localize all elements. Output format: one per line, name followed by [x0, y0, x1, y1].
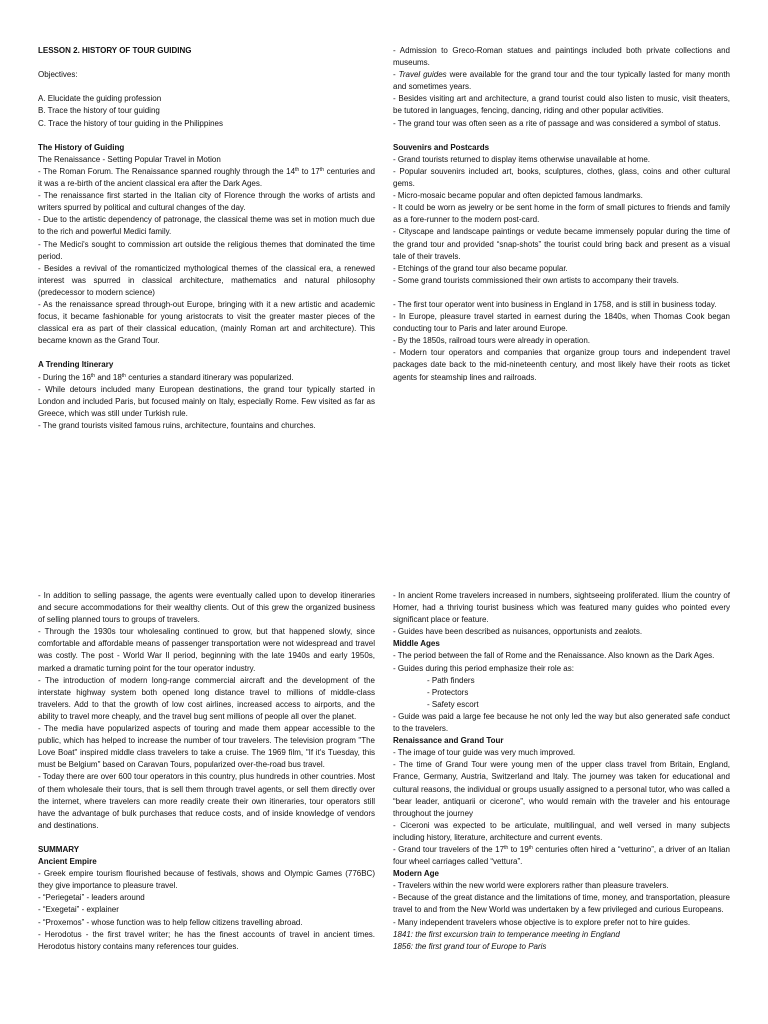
paragraph: - Admission to Greco-Roman statues and paintings included both private collections and museums.: [393, 46, 730, 68]
section-heading: Renaissance and Grand Tour: [393, 736, 504, 746]
column-3: [38, 590, 375, 953]
paragraph: - By the 1850s, railroad tours were already in operation.: [393, 336, 590, 346]
paragraph: [393, 844, 730, 868]
spacer: [38, 57, 375, 69]
paragraph: - Some grand tourists commissioned their own artists to accompany their travels.: [393, 275, 679, 285]
paragraph: - “Proxemos” - whose function was to help fellow citizens travelling abroad.: [38, 917, 303, 927]
superscript: th: [295, 166, 300, 173]
paragraph: - “Exegetai” - explainer: [38, 905, 119, 915]
paragraph: - The first tour operator went into business in England in 1758, and is still in business today.: [393, 299, 717, 309]
paragraph: - In addition to selling passage, the agents were eventually called upon to develop itineraries and secure accommodations for their wealthy clients. Out of this grew the organized business of selling planned tours to groups of travelers.: [38, 591, 375, 625]
section-subtitle: The Renaissance - Setting Popular Travel in Motion: [38, 154, 221, 164]
paragraph: - Guides have been described as nuisances, opportunists and zealots.: [393, 627, 643, 637]
spacer: [38, 130, 375, 142]
text-run: were available for the grand tour and the tour typically lasted for many month and sometimes years.: [393, 70, 730, 92]
superscript: th: [90, 372, 96, 379]
paragraph: - The grand tour was often seen as a rite of passage and was considered a symbol of status.: [393, 118, 721, 128]
section-heading: SUMMARY: [38, 844, 80, 854]
section-heading: Middle Ages: [393, 639, 440, 649]
paragraph: - Through the 1930s tour wholesaling continued to grow, but that happened slowly, since comfortable and affordable means of passenger transportation were not widespread and travel was costly. The post - World War II period, beginning with the late 1940s and early 1950s, marked a dramatic turning point for the tour operator industry.: [38, 627, 375, 673]
paragraph: - Micro-mosaic became popular and often depicted famous landmarks.: [393, 191, 643, 201]
text-run: and 18: [95, 372, 122, 382]
paragraph: - Greek empire tourism flourished because of festivals, shows and Olympic Games (776BC) they give importance to pleasure travel.: [38, 869, 375, 891]
paragraph: - Ciceroni was expected to be articulate, multilingual, and well versed in many subjects including history, literature, architecture and current events.: [393, 820, 730, 842]
superscript: th: [504, 844, 509, 851]
paragraph: - It could be worn as jewelry or be sent home in the form of small pictures to friends and family as a fore-runner to the modern post-card.: [393, 203, 730, 225]
superscript: th: [528, 844, 533, 851]
superscript: th: [319, 166, 325, 173]
paragraph: - Cityscape and landscape paintings or vedute became immensely popular during the time of the grand tour and provided “snap-shots” the tourist could bring back and present as a visual tale of their travels.: [393, 227, 730, 261]
italic-term: Travel guides: [398, 70, 447, 80]
text-run: to 19: [508, 844, 529, 854]
paragraph: - Guides during this period emphasize their role as:: [393, 663, 574, 673]
objective-item: A. Elucidate the guiding profession: [38, 94, 162, 104]
paragraph: - The Medici's sought to commission art outside the religious themes that dominated the time period.: [38, 239, 375, 261]
paragraph: [38, 166, 375, 190]
paragraph: - The image of tour guide was very much improved.: [393, 748, 576, 758]
paragraph: - Besides visiting art and architecture, a grand tourist could also listen to music, visit theaters, be tutored in languages, fencing, dancing, riding and other popular activities.: [393, 94, 730, 116]
text-run: - During the 16: [38, 372, 91, 382]
paragraph: - Today there are over 600 tour operators in this country, plus hundreds in other countries. Most of them wholesale their tours, that is sell them through travel agents, or sell them directly over the internet, where travelers can more readily create their own itineraries, tour operators still have the advantage of bulk purchases that reduce costs, and of inside knowledge of vendors and destinations.: [38, 772, 375, 830]
paragraph: - Grand tourists returned to display items otherwise unavailable at home.: [393, 154, 651, 164]
timeline-entry: 1841: the first excursion train to temperance meeting in England: [393, 929, 620, 939]
paragraph: [393, 69, 730, 93]
list-item: - Path finders: [427, 675, 475, 685]
paragraph: - The introduction of modern long-range commercial aircraft and the development of the interstate highway system both opened long distance travel to millions of middle-class travelers. Add to that the growth of low cost airlines, increased access to airports, and the ability to travel more cheaply, and the travel bug sent millions of people all over the planet.: [38, 675, 375, 721]
objective-item: C. Trace the history of tour guiding in the Philippines: [38, 118, 223, 128]
paragraph: - The period between the fall of Rome and the Renaissance. Also known as the Dark Ages.: [393, 651, 715, 661]
section-heading: Souvenirs and Postcards: [393, 142, 490, 152]
paragraph: - The media have popularized aspects of touring and made them appear accessible to the public, which has helped to increase the number of tour travelers. The television program "The Love Boat" inspired middle class travelers to take a cruise. The 1969 film, "If it's Tuesday, this must be Belgium" based on Caravan Tours, popularized over-the-road bus travel.: [38, 724, 375, 770]
section-heading: The History of Guiding: [38, 142, 125, 152]
timeline-entry: 1856: the first grand tour of Europe to Paris: [393, 941, 547, 951]
spacer: [393, 287, 730, 299]
paragraph: - The renaissance first started in the Italian city of Florence through the works of artists and writers spurred by political and cultural changes of the day.: [38, 191, 375, 213]
paragraph: - In Europe, pleasure travel started in earnest during the 1840s, when Thomas Cook began conducting tour to Paris and later around Europe.: [393, 312, 730, 334]
spacer: [38, 347, 375, 359]
spacer: [38, 81, 375, 93]
paragraph: - Travelers within the new world were explorers rather than pleasure travelers.: [393, 881, 669, 891]
paragraph: - “Periegetai” - leaders around: [38, 893, 145, 903]
list-item: - Safety escort: [427, 699, 479, 709]
paragraph: - In ancient Rome travelers increased in numbers, sightseeing proliferated. Ilium the country of Homer, had a thriving tourist business which was featured many guides who pointed every significant place or feature.: [393, 591, 730, 625]
column-1: [38, 45, 375, 432]
text-run: to 17: [299, 166, 320, 176]
section-heading: A Trending Itinerary: [38, 360, 114, 370]
section-heading: Modern Age: [393, 869, 439, 879]
superscript: th: [121, 372, 126, 379]
text-run: - Grand tour travelers of the 17: [393, 844, 505, 854]
paragraph: - Etchings of the grand tour also became popular.: [393, 263, 568, 273]
objective-item: B. Trace the history of tour guiding: [38, 106, 160, 116]
list-item: - Protectors: [427, 687, 469, 697]
section-heading: Ancient Empire: [38, 857, 97, 867]
paragraph: - The time of Grand Tour were young men of the upper class travel from Britain, England, France, Germany, Austria, Switzerland and Italy. The journey was taken for educational and cultural reasons, the individual or groups usually assigned to a personal tutor, who was called a “bear leader, antiquarii or cicerone”, who would remain with the traveler and his entourage throughout the journey: [393, 760, 730, 818]
paragraph: - Modern tour operators and companies that organize group tours and independent travel packages date back to the mid-nineteenth century, and most likely have their roots as ticket agents for steamship lines and railroads.: [393, 348, 730, 382]
paragraph: - The grand tourists visited famous ruins, architecture, fountains and churches.: [38, 420, 316, 430]
text-run: centuries and it was a re-birth of the ancient classical era after the Dark Ages.: [38, 166, 375, 189]
text-run: centuries a standard itinerary was popularized.: [125, 372, 294, 382]
text-run: centuries often hired a “vetturino”, a driver of an Italian four wheel carriages called “vettura”.: [393, 844, 730, 867]
paragraph: - While detours included many European destinations, the grand tour typically started in London and included Paris, but focused mainly on Italy, especially Rome. Few visited as far as Greece, which was still under Turkish rule.: [38, 384, 375, 418]
paragraph: - Due to the artistic dependency of patronage, the classical theme was set in motion much due to the rich and powerful Medici family.: [38, 215, 375, 237]
paragraph: [38, 372, 375, 384]
lesson-title: LESSON 2. HISTORY OF TOUR GUIDING: [38, 46, 192, 55]
paragraph: - Guide was paid a large fee because he not only led the way but also generated safe conduct to the travelers.: [393, 711, 730, 734]
paragraph: - Because of the great distance and the limitations of time, money, and transportation, pleasure travel to and from the New World was undertaken by a few privileged and curious Europeans.: [393, 893, 730, 915]
objectives-label: Objectives:: [38, 70, 78, 80]
paragraph: - Popular souvenirs included art, books, sculptures, clothes, glass, coins and other cultural gems.: [393, 166, 730, 189]
text-run: - The Roman Forum. The Renaissance spanned roughly through the 14: [38, 166, 296, 176]
column-2: [393, 45, 730, 384]
paragraph: - Many independent travelers whose objective is to explore prefer not to hire guides.: [393, 917, 691, 927]
text-run: -: [393, 70, 399, 80]
paragraph: - Herodotus - the first travel writer; he has the finest accounts of travel in ancient times. Herodotus history contains many references tour guides.: [38, 929, 375, 951]
column-4: [393, 590, 730, 953]
paragraph: - Besides a revival of the romanticized mythological themes of the classical era, a renewed interest was spurred in classical architecture, mathematics and natural philosophy (predecessor to modern science): [38, 263, 375, 297]
spacer: [393, 130, 730, 142]
spacer: [38, 832, 375, 844]
paragraph: - As the renaissance spread through-out Europe, bringing with it a new artistic and academic focus, it became fashionable for young aristocrats to visit the greater master pieces of the classical era as part of their classical education, (mainly Roman art and architecture). This became known as the Grand Tour.: [38, 299, 375, 346]
